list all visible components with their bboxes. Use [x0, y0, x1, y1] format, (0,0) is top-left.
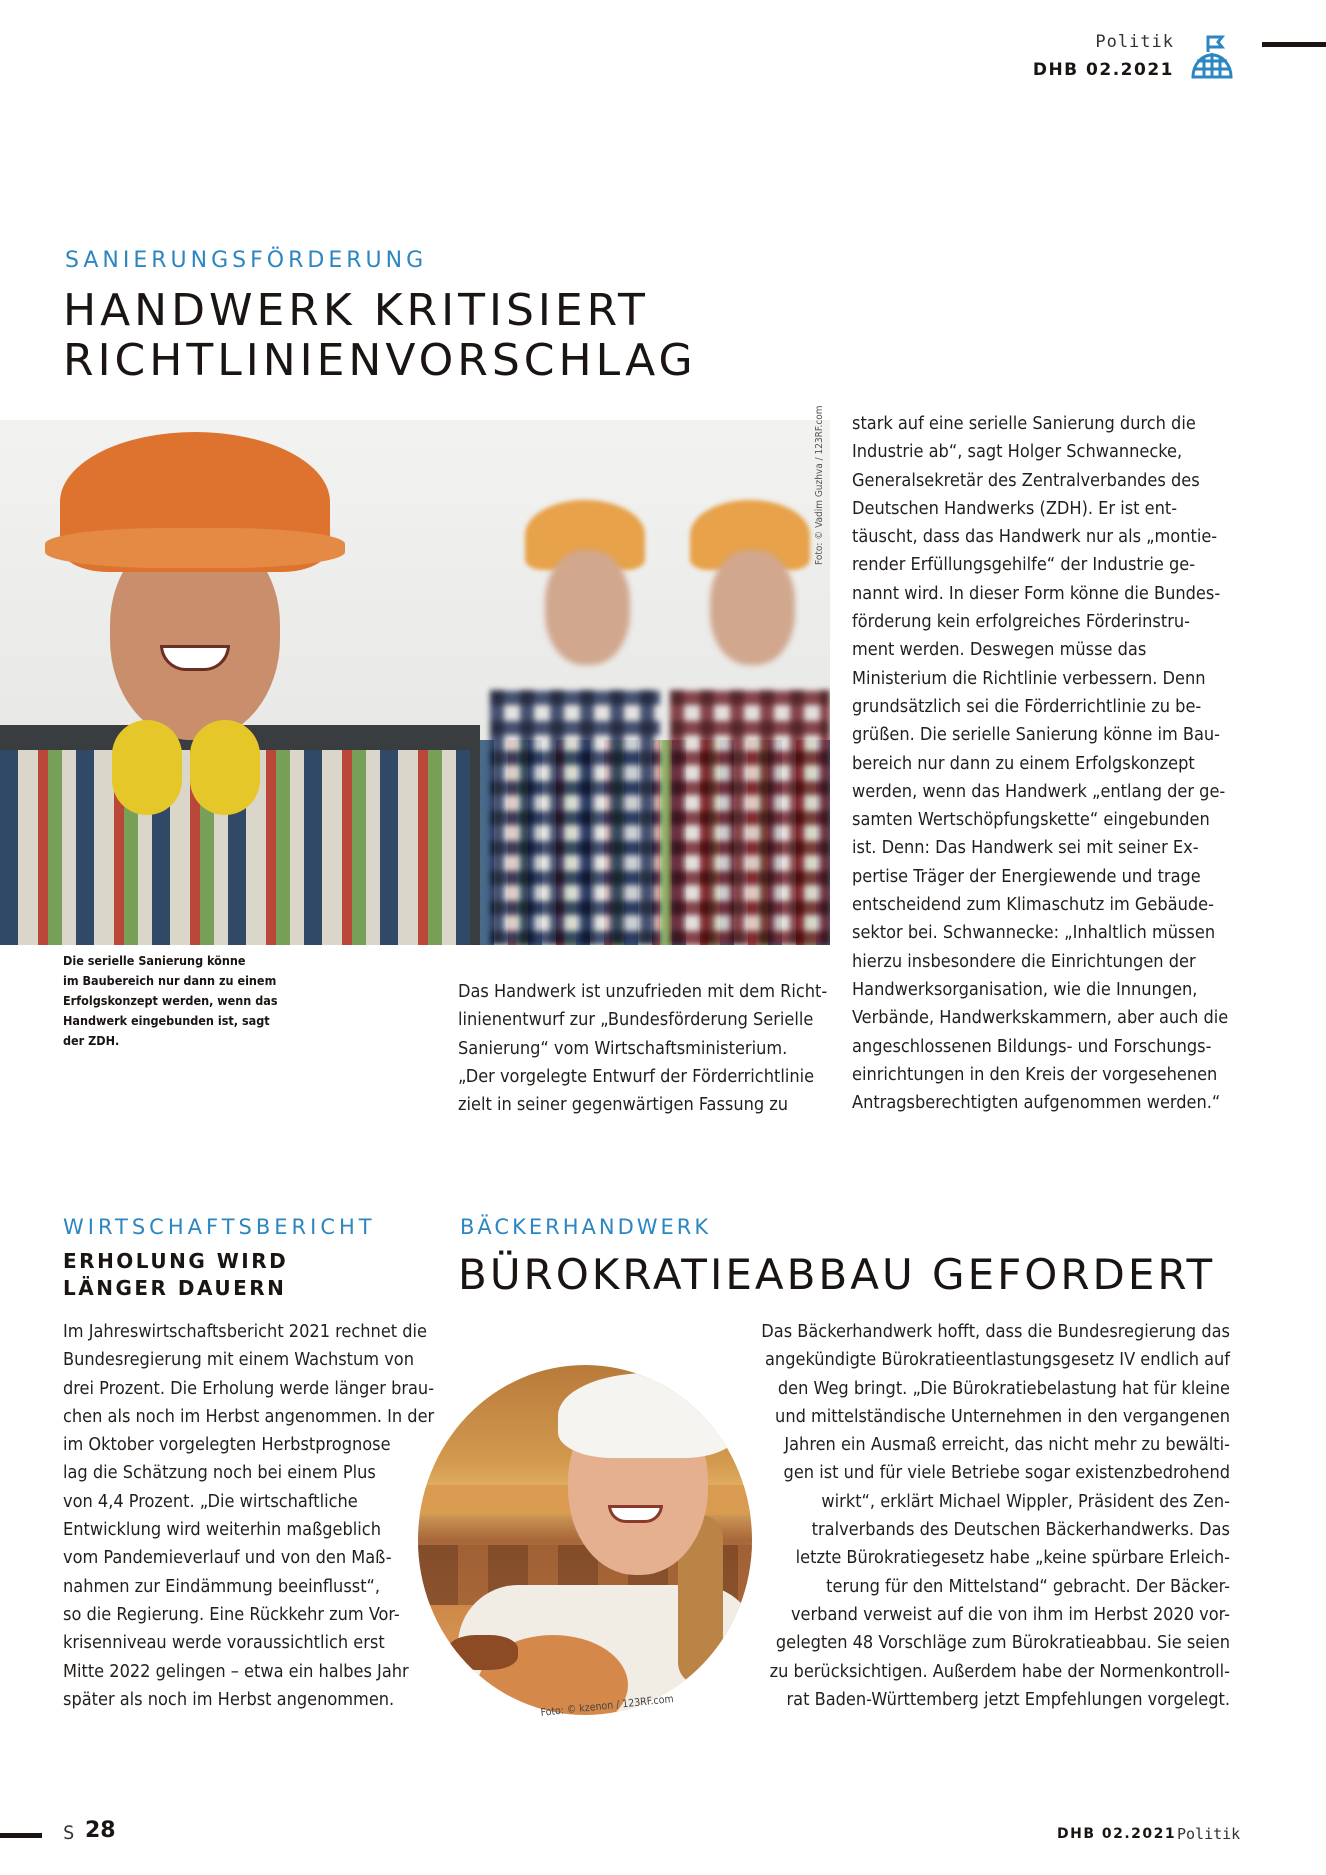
- article3-kicker: BÄCKERHANDWERK: [460, 1215, 712, 1239]
- baker-woman-photo: [418, 1365, 752, 1715]
- article1-body-col2: stark auf eine serielle Sanierung durch die Industrie ab“, sagt Holger Schwannecke, Generalsekretär des Zentralverbandes des Deutschen Handwerks (ZDH). Er ist ent- täuscht, dass das Handwerk nur als „montie- render Erfüllungsgehilfe“ der Industrie ge- nannt wird. In dieser Form könne die Bundes- förderung kein erfolgreiches Förderinstru- ment werden. Deswegen müsse das Ministerium die Richtlinie verbessern. Denn grundsätzlich sei die Förderrichtlinie zu be- grüßen. Die serielle Sanierung könne im Bau- bereich nur dann zu einem Erfolgskonzept werden, wenn das Handwerk „entlang der ge- samten Wertschöpfungskette“ eingebunden ist. Denn: Das Handwerk sei mit seiner Ex- pertise Träger der Energiewende und trage entscheidend zum Klimaschutz im Gebäude- sektor bei. Schwannecke: „Inhaltlich müssen hierzu insbesondere die Einrichtungen der Handwerksorganisation, wie die Innungen, Verbände, Handwerkskammern, aber auch die angeschlossenen Bildungs- und Forschungs- einrichtungen in den Kreis der vorgesehenen Antragsberechtigten aufgenommen werden.“: [852, 413, 1229, 1114]
- article1-headline: [63, 286, 697, 386]
- article2-kicker: WIRTSCHAFTSBERICHT: [63, 1215, 376, 1239]
- photo-credit-1: Foto: © Vadim Guzhva / 123RF.com: [814, 405, 825, 565]
- headline-line: RICHTLINIENVORSCHLAG: [63, 335, 697, 386]
- article3-body: Das Bäckerhandwerk hofft, dass die Bundesregierung das angekündigte Bürokratieentlastungsgesetz IV endlich auf den Weg bringt. „Die Bürokratiebelastung hat für kleine und mittelständische Unternehmen in den vergangenen Jahren ein Ausmaß erreicht, das nicht mehr zu bewälti- gen ist und für viele Betriebe sogar existenzbedrohend wirkt“, erklärt Michael Wippler, Präsident des Zen- tralverbands des Deutschen Bäckerhandwerks. Das letzte Bürokratiegesetz habe „keine spürbare Erleich- terung für den Mittelstand“ gebracht. Der Bäcker- verband verweist auf die von ihm im Herbst 2020 vor- gelegten 48 Vorschläge zum Bürokratieabbau. Sie seien zu berücksichtigen. Außerdem habe der Normenkontroll- rat Baden-Württemberg jetzt Empfehlungen vorgelegt.: [761, 1321, 1230, 1710]
- article2-headline: ERHOLUNG WIRD LÄNGER DAUERN: [63, 1249, 289, 1300]
- photo-caption: Die serielle Sanierung könne im Baubereich nur dann zu einem Erfolgskonzept werden, wenn das Handwerk eingebunden ist, sagt der ZDH.: [63, 953, 278, 1048]
- globe-flag-icon: [1190, 34, 1234, 80]
- header-issue-label: DHB 02.2021: [1032, 60, 1174, 80]
- article2-body: Im Jahreswirtschaftsbericht 2021 rechnet die Bundesregierung mit einem Wachstum von drei Prozent. Die Erholung werde länger brau- chen als noch im Herbst angenommen. In der im Oktober vorgelegten Herbstprognose lag die Schätzung noch bei einem Plus von 4,4 Prozent. „Die wirtschaftliche Entwicklung wird weiterhin maßgeblich vom Pandemieverlauf und von den Maß- nahmen zur Eindämmung beeinflusst“, so die Regierung. Eine Rückkehr zum Vor- krisenniveau werde voraussichtlich erst Mitte 2022 gelingen – etwa ein halbes Jahr später als noch im Herbst angenommen.: [63, 1321, 435, 1710]
- footer-issue: DHB 02.2021: [1057, 1826, 1177, 1842]
- headline-line: HANDWERK KRITISIERT: [63, 285, 649, 336]
- article1-body-col1: Das Handwerk ist unzufrieden mit dem Richt- linienentwurf zur „Bundesförderung Serielle Sanierung“ vom Wirtschaftsministerium. „Der vorgelegte Entwurf der Förderrichtlinie zielt in seiner gegenwärtigen Fassung zu: [458, 981, 828, 1116]
- article1-kicker: SANIERUNGSFÖRDERUNG: [65, 248, 428, 273]
- photo-credit-2: Foto: © kzenon / 123RF.com: [540, 1693, 675, 1719]
- header-rule: [1262, 42, 1326, 47]
- header-section-label: Politik: [1095, 32, 1174, 52]
- construction-workers-photo: [0, 405, 830, 945]
- footer-rule: [0, 1833, 42, 1838]
- footer-section: Politik: [1177, 1825, 1241, 1843]
- footer-page-number: 28: [85, 1818, 116, 1843]
- footer-page-prefix: S: [63, 1822, 75, 1844]
- article3-headline: BÜROKRATIEABBAU GEFORDERT: [458, 1250, 1216, 1299]
